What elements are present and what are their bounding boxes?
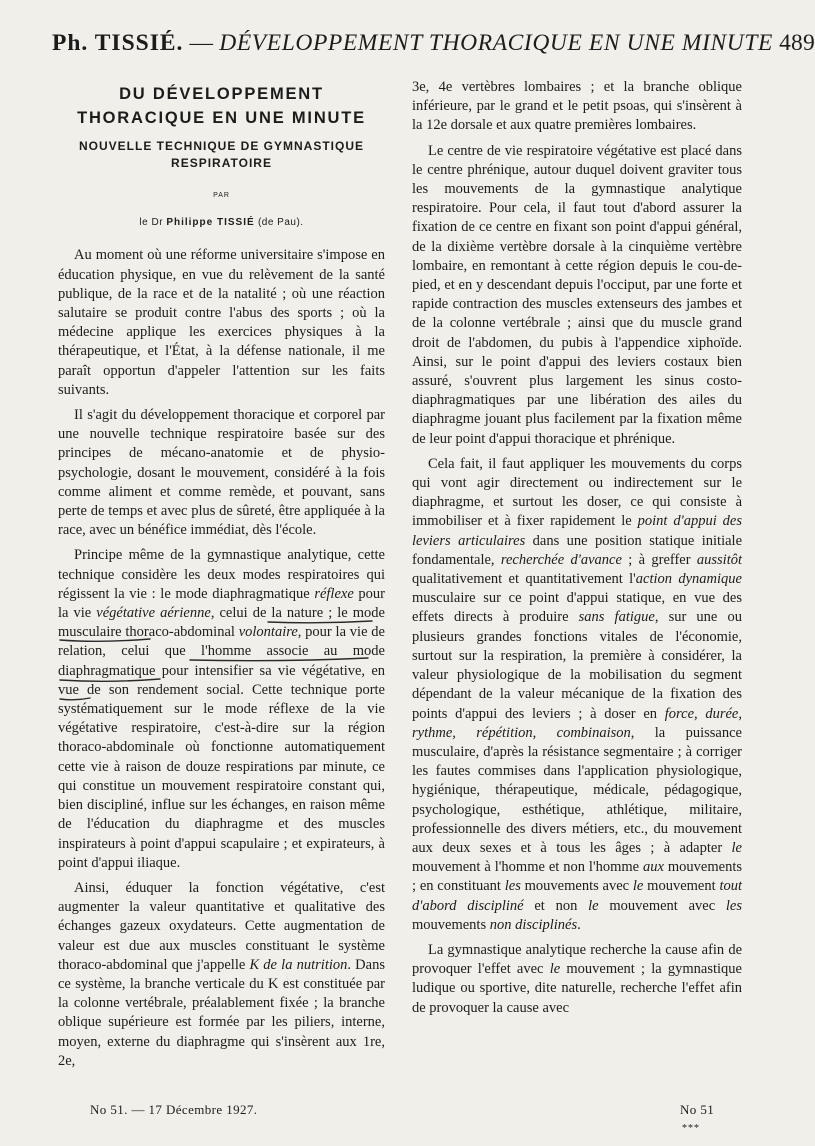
- italic-run: action dynamique: [635, 571, 742, 588]
- footer-issue-number: No 51: [680, 1102, 715, 1117]
- italic-run: végétative aérienne: [96, 605, 211, 622]
- text-run: mouvement: [643, 878, 720, 895]
- article-title: DU DÉVELOPPEMENT THORACIQUE EN UNE MINUTE: [77, 85, 366, 127]
- text-run: Principe même de la gymnastique analytique, cette technique considère les deux modes respiratoires qui régissent la vie : le mode diaphragmatique: [58, 547, 385, 602]
- text-run: Cela fait, il faut appliquer les mouvements du corps qui vont agir directement ou indirectement sur le diaphragme, et surtout les doser, ce qui consiste à immobiliser et à fixer rapidement le: [412, 455, 742, 530]
- italic-run: les: [725, 897, 743, 914]
- italic-run: recherchée d'avance: [500, 551, 622, 568]
- paragraph: [58, 879, 385, 1071]
- paragraph: [412, 455, 742, 935]
- text-run: mouvement à l'homme et non l'homme: [412, 859, 644, 876]
- text-run: , pour la vie de relation, celui que l'homme associe au mode diaphragmatique pour intensifier sa vie végétative, en vue de son rendement social. Cette technique porte systématiquement sur le mode réflexe de la vie végétative respiratoire, c'est-à-dire sur la région thoraco-abdominale où fonctionne automatiquement cette vie à raison de douze respirations par minute, ce qui constitue un mouvement respiratoire constant qui, bien discipliné, influe sur les échanges, en raison même de l'éducation du diaphragme et des muscles inspirateurs à point d'appui scapulaire ; et expirateurs, à point d'appui iliaque.: [58, 624, 385, 871]
- italic-run: sans fatigue: [578, 609, 655, 626]
- footer-issue: No 51. — 17 Décembre 1927.: [90, 1102, 258, 1117]
- paragraph: [412, 941, 742, 1018]
- text-run: ; à greffer: [621, 551, 697, 568]
- text-run: .: [577, 916, 581, 933]
- italic-run: les: [504, 878, 521, 895]
- text-run: mouvement avec: [598, 897, 726, 914]
- byline-prefix: le Dr: [139, 217, 164, 229]
- text-run: et non: [523, 897, 589, 914]
- text-run: pour la vie: [58, 585, 385, 622]
- footer-stars: ***: [682, 1123, 700, 1134]
- paragraph: Le centre de vie respiratoire végétative est placé dans le centre phrénique, autour duquel doivent graviter tous les mouvements de la gymnastique analytique respiratoire. Pour cela, il faut tout d'abord assurer la fixation de ce centre en fixant son point d'appui général, de la dixième vertèbre dorsale à la cinquième vertèbre lombaire, en remontant à cette région depuis le cou-de-pied, et en y descendant depuis l'occiput, par une forte et rapide contraction des muscles extenseurs des jambes et de la colonne vertébrale ; ainsi que du muscle grand droit de l'abdomen, du pubis à l'appendice xiphoïde. Ainsi, sur le point d'appui des leviers costaux bien assuré, s'ouvrent plus largement les sinus costo-diaphragmatiques par une libération des ailes du diaphragme jouant plus facilement par la fixation même de leur point d'appui thoracique et phrénique.: [412, 142, 742, 447]
- italic-run: tout d'abord discipliné: [412, 878, 742, 914]
- text-run: mouvement ; la gymnastique ludique ou sportive, dite naturelle, recherche l'effet afin de provoquer la cause avec: [412, 961, 742, 1016]
- italic-run: non disciplinés: [489, 916, 578, 933]
- running-header: [52, 30, 815, 57]
- text-run: mouvements ; en constituant: [412, 859, 742, 895]
- text-run: mouvements: [412, 916, 490, 933]
- italic-run: le: [731, 839, 742, 856]
- italic-run: le: [588, 897, 599, 914]
- paragraph: 3e, 4e vertèbres lombaires ; et la branche oblique inférieure, par le grand et le petit psoas, qui s'insèrent à la 12e dorsale et aux quatre premières lombaires.: [412, 79, 742, 134]
- text-run: mouvements avec: [520, 878, 633, 895]
- text-run: . Dans ce système, la branche verticale du K est constituée par la colonne vertébrale, préalablement fixée ; la branche oblique supérieure est formée par les piliers, interne, moyen, externe du diaphragme qui s'insèrent aux 1re, 2e,: [58, 956, 385, 1069]
- text-run: qualitativement et quantitativement l': [412, 571, 636, 588]
- italic-run: le: [549, 961, 561, 978]
- italic-run: force, durée, rythme, répétition, combinaison: [412, 705, 742, 741]
- byline-name: Philippe TISSIÉ: [166, 217, 255, 229]
- byline-suffix: (de Pau).: [257, 217, 304, 229]
- paragraph: Au moment où une réforme universitaire s'impose en éducation physique, en vue du relèvement de la santé publique, de la race et de la natalité ; où une réaction salutaire se produit contre l'abus des sports ; où la médecine applique les exercices physiques à la thérapeutique, et l'État, à la défense nationale, il me paraît opportun d'appeler l'attention sur les faits suivants.: [58, 247, 385, 398]
- italic-run: réflexe: [314, 585, 354, 602]
- italic-run: point d'appui des leviers articulaires: [412, 513, 742, 549]
- page-number: 489: [779, 30, 815, 56]
- left-column: [58, 78, 385, 1077]
- header-separator: —: [183, 30, 220, 56]
- paragraph: [58, 546, 385, 872]
- paragraph: Il s'agit du développement thoracique et corporel par une nouvelle technique respiratoire basée sur des principes de mécano-anatomie et de physio-psychologie, dosant le mouvement, considéré à la fois comme aliment et comme remède, et pouvant, sans perte de temps et avec plus de sûreté, être appliquée à la race, avec un bénéfice immédiat, dès l'école.: [58, 407, 385, 539]
- italic-run: aux: [643, 859, 664, 876]
- title-block: [58, 82, 385, 232]
- byline: [58, 213, 385, 232]
- italic-run: le: [632, 878, 644, 895]
- text-run: La gymnastique analytique recherche la cause afin de provoquer l'effet avec: [412, 941, 742, 978]
- text-run: , celui de la nature ; le mode musculaire thoraco-abdominal: [58, 605, 385, 641]
- text-run: dans une position statique initiale fondamentale,: [412, 532, 743, 568]
- italic-run: volontaire: [238, 624, 298, 641]
- italic-run: aussitôt: [696, 551, 742, 568]
- text-run: , la puissance musculaire, d'après la résistance segmentaire ; à corriger les fautes commises dans l'application physiologique, hygiénique, thérapeutique, médicale, pédagogique, psychologique, esthétique, athlétique, militaire, professionnelle des divers métiers, etc., du mouvement aux deux sexes et à tous les âges ; à adapter: [412, 724, 742, 856]
- text-run: Ainsi, éduquer la fonction végétative, c'est augmenter la valeur quantitative et qualitative des échanges gazeux oxydateurs. Cette augmentation de valeur est due aux muscles constituant le système thoraco-abdominal que j'appelle: [58, 879, 385, 973]
- italic-run: K de la nutrition: [249, 956, 348, 973]
- text-run: musculaire sur ce point d'appui statique, en vue des effets directs à produire: [412, 590, 742, 626]
- par-label: PAR: [213, 192, 230, 199]
- text-run: , sur une ou plusieurs grandes fonctions vitales de l'économie, surtout sur la respiration, la première à considérer, la valeur physiologique de la mobilisation du segment dépendant de la valeur mécanique de la fixation des points d'appui des leviers ; à doser en: [412, 609, 742, 722]
- right-column: [412, 78, 742, 1024]
- header-author: Ph. TISSIÉ.: [52, 30, 184, 56]
- article-subtitle: NOUVELLE TECHNIQUE DE GYMNASTIQUE RESPIRATOIRE: [78, 139, 365, 170]
- header-running-title: DÉVELOPPEMENT THORACIQUE EN UNE MINUTE: [219, 30, 773, 56]
